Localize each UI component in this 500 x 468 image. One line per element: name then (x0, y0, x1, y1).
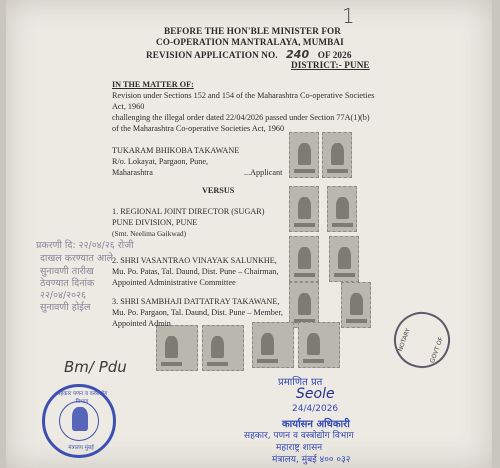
revenue-stamp-4 (327, 186, 357, 232)
matter-line: Revision under Sections 152 and 154 of the Maharashtra Co-operative Societies (112, 91, 375, 100)
header-line-2: CO-OPERATION MANTRALAYA, MUMBAI (156, 37, 344, 47)
applicant-name: TUKARAM BHIKOBA TAKAWANE (112, 146, 240, 155)
notary-stamp-text: GOVT OF (428, 336, 445, 365)
inward-stamp-line: प्रकरणी दि: २२/०४/२६ रोजी (36, 240, 134, 251)
respondent-3-line: Appointed Admin (112, 319, 171, 328)
applicant-address-2: Maharashtra (112, 168, 153, 177)
district-label: DISTRICT:- PUNE (291, 60, 370, 70)
revenue-stamp-8 (341, 282, 371, 328)
respondent-2-line: Mu. Po. Patas, Tal. Daund, Dist. Pune – Chairman, (112, 267, 279, 276)
notary-stamp-text: NOTARY (397, 327, 412, 353)
signature-left: Bm/ Pdu (64, 358, 127, 376)
matter-line: challenging the illegal order dated 22/04/2026 passed under Section 77A(1)(b) (112, 113, 370, 122)
revision-application-label: REVISION APPLICATION NO. (146, 50, 278, 60)
inward-stamp-line: दाखल करण्यात आले (40, 253, 113, 264)
applicant-address-1: R/o. Lokayat, Pargaon, Pune, (112, 157, 209, 166)
applicant-role: ...Applicant (244, 168, 283, 177)
certified-department: सहकार, पणन व वस्त्रोद्योग विभाग (244, 431, 354, 441)
inward-stamp-line: २२/०४/२०२६ (40, 290, 86, 301)
respondent-1-line: (Smt. Neelima Gaikwad) (112, 229, 187, 238)
revenue-stamp-2 (322, 132, 352, 178)
revenue-stamp-10 (202, 325, 244, 371)
respondent-2-line: 2. SHRI VASANTRAO VINAYAK SALUNKHE, (112, 256, 277, 265)
inward-stamp-line: सुनावणी होईल (40, 302, 91, 313)
certified-signature: Seole (296, 386, 335, 402)
revenue-stamp-1 (289, 132, 319, 178)
versus-label: VERSUS (202, 186, 235, 195)
seal-bottom-text: मंत्रालय मुंबई (68, 445, 94, 451)
notary-round-stamp (386, 304, 458, 376)
respondent-1-line: 1. REGIONAL JOINT DIRECTOR (SUGAR) (112, 207, 265, 216)
revenue-stamp-5 (289, 236, 319, 282)
application-number: 240 (286, 48, 310, 61)
certified-government: महाराष्ट्र शासन (276, 443, 323, 453)
matter-line: Act, 1960 (112, 102, 145, 111)
document-page (6, 0, 492, 468)
matter-heading: IN THE MATTER OF: (112, 80, 194, 89)
revenue-stamp-9 (156, 325, 198, 371)
revenue-stamp-12 (298, 322, 340, 368)
revenue-stamp-11 (252, 322, 294, 368)
application-year: OF 2026 (317, 50, 352, 60)
seal-top-text: सहकार पणन व वस्त्रोद्योग विभाग (56, 391, 108, 405)
page-number: 1 (342, 4, 355, 28)
certified-heading: प्रमाणित प्रत (278, 377, 323, 388)
respondent-3-line: 3. SHRI SAMBHAJI DATTATRAY TAKAWANE, (112, 297, 280, 306)
certified-date: 24/4/2026 (292, 404, 339, 414)
revenue-stamp-6 (329, 236, 359, 282)
header-line-1: BEFORE THE HON'BLE MINISTER FOR (164, 26, 342, 36)
matter-line: of the Maharashtra Co-operative Societies Act, 1960 (112, 124, 285, 133)
respondent-1-line: PUNE DIVISION, PUNE (112, 218, 198, 227)
inward-stamp-line: सुनावणी तारीख (40, 266, 94, 277)
respondent-2-line: Appointed Administrative Committee (112, 278, 236, 287)
respondent-3-line: Mu. Po. Pargaon, Tal. Daund, Dist. Pune – Member, (112, 308, 283, 317)
certified-officer-title: कार्यासन अधिकारी (282, 419, 350, 430)
ashoka-emblem-icon (72, 407, 88, 431)
certified-city: मंत्रालय, मुंबई ४०० ०३२ (272, 455, 351, 465)
inward-stamp-line: ठेवण्यात दिनांक (40, 278, 95, 289)
ministry-seal (42, 384, 116, 458)
revenue-stamp-3 (289, 186, 319, 232)
